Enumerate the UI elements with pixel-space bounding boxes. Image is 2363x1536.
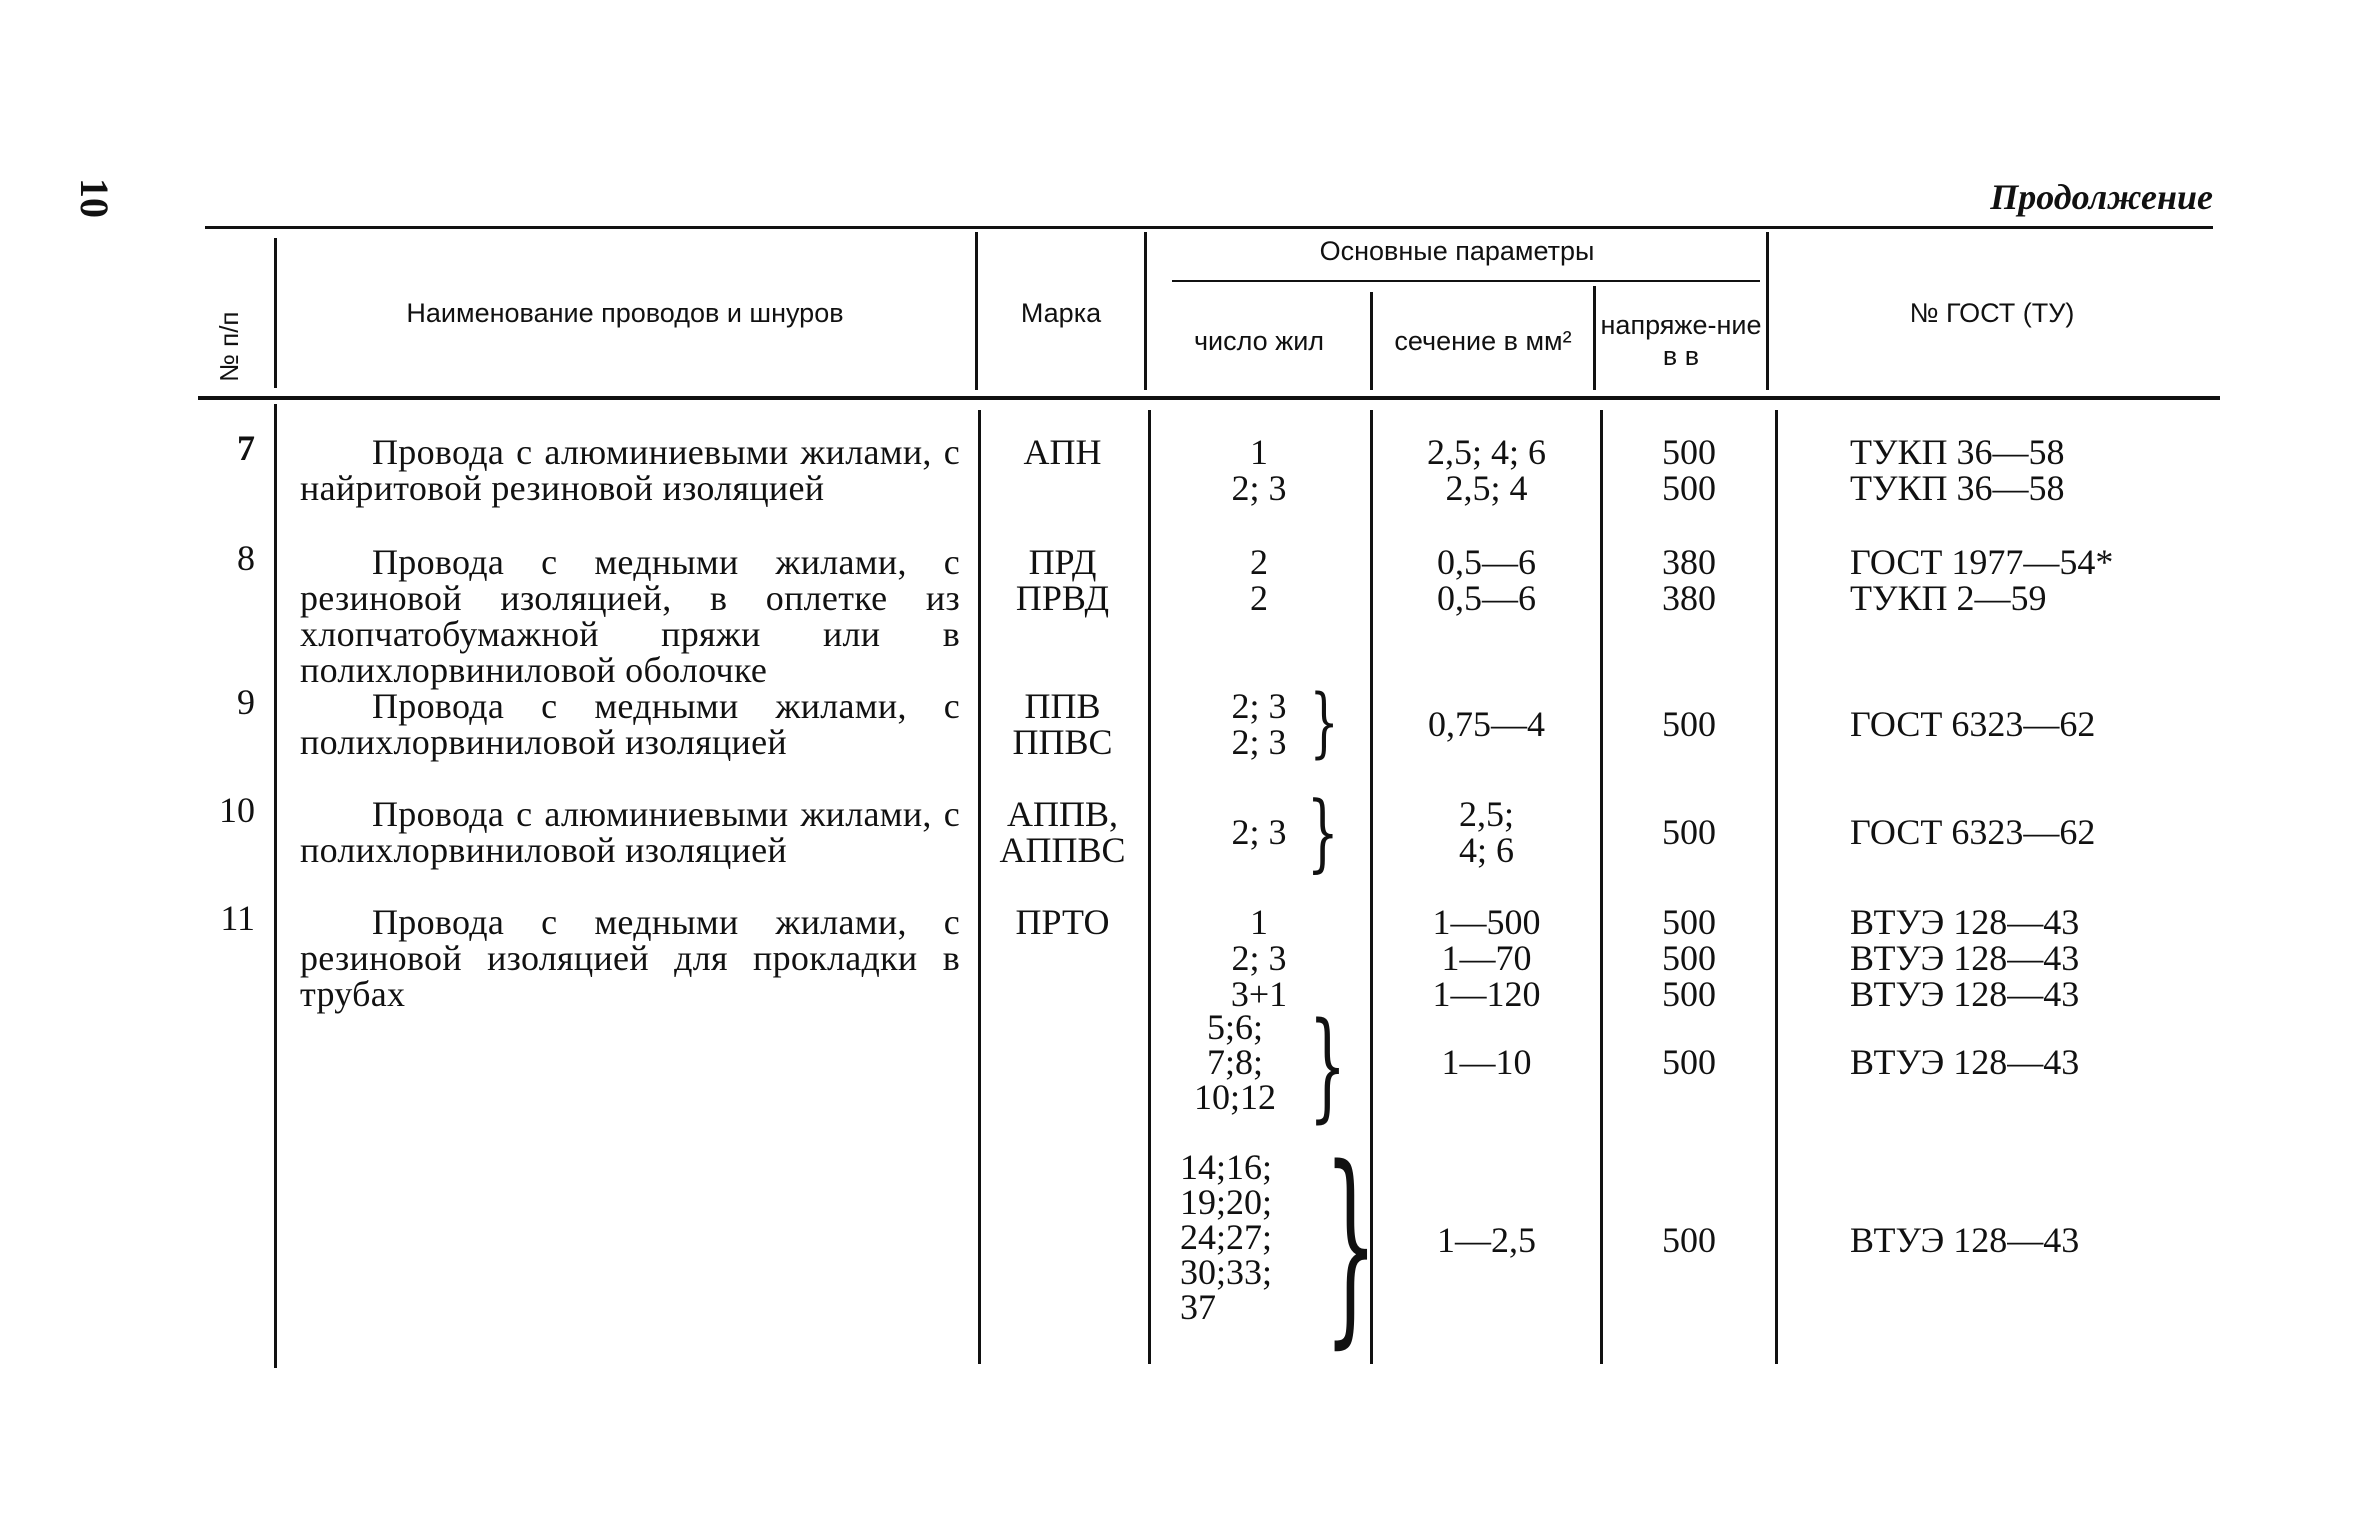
row-9-mark: ППВ ППВС bbox=[1012, 686, 1113, 762]
row-11-sub-3-cores: 3+1 bbox=[1230, 974, 1288, 1014]
header-voltage: напряже-ние в в bbox=[1600, 310, 1762, 372]
row-11-sub-1-gost: ВТУЭ 128—43 bbox=[1850, 902, 2080, 942]
row-9-cores: 2; 3 2; 3 bbox=[1231, 686, 1287, 762]
row-8-voltage: 380 380 bbox=[1662, 542, 1716, 618]
row-7-cores: 1 2; 3 bbox=[1231, 432, 1287, 508]
row-11-sub-4-section: 1—10 bbox=[1441, 1042, 1532, 1082]
row-11-sub-5-voltage: 500 bbox=[1662, 1220, 1716, 1260]
row-9-index: 9 bbox=[237, 682, 255, 722]
row-8-cores: 2 2 bbox=[1250, 542, 1268, 618]
row-10-section: 2,5; 4; 6 bbox=[1458, 794, 1514, 870]
row-11-mark: ПРТО bbox=[1015, 902, 1110, 942]
row-11-index: 11 bbox=[220, 898, 255, 938]
row-11-sub-1-voltage: 500 bbox=[1662, 902, 1716, 942]
row-8-section: 0,5—6 0,5—6 bbox=[1437, 542, 1536, 618]
header-divider-section bbox=[1593, 286, 1596, 390]
row-11-sub-5-brace: } bbox=[1324, 1122, 1378, 1367]
row-7-name: Провода с алюминиевыми жилами, с найритовой резиновой изоляцией bbox=[300, 432, 960, 508]
row-7-mark: АПН bbox=[1023, 432, 1102, 472]
row-10-cores-brace: } bbox=[1306, 783, 1339, 881]
row-9-gost: ГОСТ 6323—62 bbox=[1850, 704, 2096, 744]
row-11-sub-3-voltage: 500 bbox=[1662, 974, 1716, 1014]
header-divider-mark bbox=[1144, 232, 1147, 390]
header-mark: Марка bbox=[1020, 298, 1102, 328]
row-11-sub-3-gost: ВТУЭ 128—43 bbox=[1850, 974, 2080, 1014]
header-divider-name bbox=[975, 232, 978, 390]
header-divider-cores bbox=[1370, 292, 1373, 390]
row-9-section: 0,75—4 bbox=[1428, 704, 1545, 744]
row-9-name: Провода с медными жилами, с полихлорвиниловой изоляцией bbox=[300, 686, 960, 762]
table-top-rule bbox=[205, 226, 2213, 229]
row-11-sub-4-cores: 5;6; 7;8; 10;12 bbox=[1193, 1007, 1276, 1117]
header-bottom-rule bbox=[198, 396, 2220, 400]
header-index: № п/п bbox=[214, 311, 244, 382]
row-8-name: Провода с медными жилами, с резиновой изоляцией, в оплетке из хлопчатобумажной пряжи или в полихлорвиниловой оболочке bbox=[300, 542, 960, 690]
row-11-sub-2-cores: 2; 3 bbox=[1231, 938, 1287, 978]
row-11-sub-4-gost: ВТУЭ 128—43 bbox=[1850, 1042, 2080, 1082]
row-7-voltage: 500 500 bbox=[1662, 432, 1716, 508]
body-divider-voltage bbox=[1775, 410, 1778, 1364]
row-8-gost: ГОСТ 1977—54* ТУКП 2—59 bbox=[1850, 542, 2114, 618]
row-10-index: 10 bbox=[219, 790, 255, 830]
header-cores: число жил bbox=[1193, 326, 1325, 356]
row-9-cores-brace: } bbox=[1309, 677, 1339, 766]
header-divider-index bbox=[274, 238, 277, 388]
row-11-sub-5-cores: 14;16; 19;20; 24;27; 30;33; 37 bbox=[1180, 1147, 1273, 1327]
row-11-sub-1-section: 1—500 bbox=[1432, 902, 1541, 942]
params-group-rule bbox=[1172, 280, 1760, 282]
body-divider-index bbox=[274, 404, 277, 1368]
page-number: 10 bbox=[72, 178, 117, 218]
continuation-label: Продолжение bbox=[1990, 177, 2213, 217]
row-7-section: 2,5; 4; 6 2,5; 4 bbox=[1426, 432, 1546, 508]
row-11-sub-3-section: 1—120 bbox=[1432, 974, 1541, 1014]
row-10-name: Провода с алюминиевыми жилами, с полихлорвиниловой изоляцией bbox=[300, 794, 960, 870]
header-gost: № ГОСТ (ТУ) bbox=[1909, 298, 2075, 328]
row-8-mark: ПРД ПРВД bbox=[1015, 542, 1110, 618]
header-name: Наименование проводов и шнуров bbox=[406, 298, 844, 328]
row-11-sub-2-voltage: 500 bbox=[1662, 938, 1716, 978]
row-10-mark: АППВ, АППВС bbox=[999, 794, 1126, 870]
row-7-index: 7 bbox=[237, 428, 255, 468]
header-divider-voltage bbox=[1766, 232, 1769, 390]
body-divider-section bbox=[1600, 410, 1603, 1364]
row-11-sub-2-gost: ВТУЭ 128—43 bbox=[1850, 938, 2080, 978]
row-11-sub-4-brace: } bbox=[1308, 996, 1347, 1134]
row-10-voltage: 500 bbox=[1662, 812, 1716, 852]
row-11-sub-1-cores: 1 bbox=[1250, 902, 1268, 942]
row-10-cores: 2; 3 bbox=[1231, 812, 1287, 852]
row-9-voltage: 500 bbox=[1662, 704, 1716, 744]
header-params-group: Основные параметры bbox=[1319, 236, 1595, 266]
row-11-sub-4-voltage: 500 bbox=[1662, 1042, 1716, 1082]
row-7-gost: ТУКП 36—58 ТУКП 36—58 bbox=[1850, 432, 2065, 508]
row-11-name: Провода с медными жилами, с резиновой изоляцией для прокладки в трубах bbox=[300, 902, 960, 1014]
header-section: сечение в мм² bbox=[1394, 326, 1572, 356]
row-11-sub-2-section: 1—70 bbox=[1441, 938, 1532, 978]
row-11-sub-5-gost: ВТУЭ 128—43 bbox=[1850, 1220, 2080, 1260]
row-8-index: 8 bbox=[237, 538, 255, 578]
row-10-gost: ГОСТ 6323—62 bbox=[1850, 812, 2096, 852]
row-11-sub-5-section: 1—2,5 bbox=[1437, 1220, 1536, 1260]
